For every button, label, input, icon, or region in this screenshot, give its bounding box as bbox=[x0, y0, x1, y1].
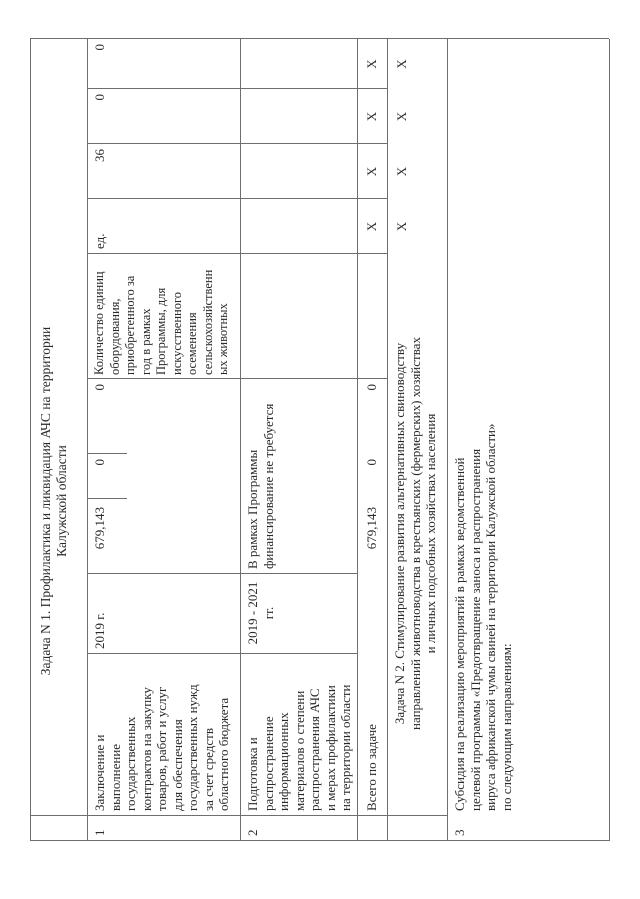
row2-financing-note: В рамках Программы финансирование не требуется bbox=[245, 403, 276, 569]
grid-line bbox=[240, 39, 241, 841]
grid-line bbox=[357, 39, 358, 841]
total-mark: Х bbox=[364, 111, 379, 122]
row1-unit: ед. bbox=[92, 233, 107, 249]
table-border-top bbox=[30, 39, 31, 841]
task2-mark: Х bbox=[394, 166, 409, 177]
grid-line bbox=[87, 143, 387, 144]
grid-line bbox=[87, 88, 387, 89]
grid-line bbox=[87, 39, 88, 841]
row3-text: Субсидия на реализацию мероприятий в рамках ведомственной целевой программы «Предотвращение заноса и распространения вируса африканской чумы свиней на территории Калужской области» по следующим направлениям: bbox=[452, 423, 514, 811]
task1-title: Задача N 1. Профилактика и ликвидация АЧС на территории Калужской области bbox=[38, 326, 69, 676]
table-border-left bbox=[30, 840, 609, 841]
row1-indicator-value-3: 0 bbox=[92, 44, 107, 51]
row1-amount: 679,143 bbox=[92, 507, 107, 550]
row2-period: 2019 - 2021 гг. bbox=[245, 581, 276, 645]
grid-line bbox=[387, 39, 388, 841]
row1-number: 1 bbox=[92, 829, 107, 836]
grid-line bbox=[87, 498, 127, 499]
grid-line bbox=[30, 815, 447, 816]
total-amount: 679,143 bbox=[364, 507, 379, 550]
row1-indicator-value-2: 0 bbox=[92, 94, 107, 101]
grid-line bbox=[447, 39, 448, 841]
row2-number: 2 bbox=[245, 829, 260, 836]
total-mark: Х bbox=[364, 166, 379, 177]
row2-name: Подготовка и распространение информационных материалов о степени распространения АЧС и мерах профилактики на территории области bbox=[245, 684, 353, 811]
grid-line bbox=[87, 378, 387, 379]
grid-line bbox=[87, 198, 387, 199]
row1-period: 2019 г. bbox=[92, 612, 107, 649]
table-border-right bbox=[30, 38, 609, 39]
table-border-bottom bbox=[609, 39, 610, 841]
total-value-2: 0 bbox=[364, 459, 379, 466]
total-value-3: 0 bbox=[364, 384, 379, 391]
task2-mark: Х bbox=[394, 221, 409, 232]
total-label: Всего по задаче bbox=[364, 724, 379, 811]
grid-line bbox=[87, 653, 357, 654]
task2-mark: Х bbox=[394, 59, 409, 69]
row1-indicator: Количество единиц оборудования, приобретенного за год в рамках Программы, для искусственного осеменения сельскохозяйственн ых животных bbox=[92, 269, 230, 375]
row3-number: 3 bbox=[452, 829, 467, 836]
row1-value-2: 0 bbox=[92, 459, 107, 466]
total-mark: Х bbox=[364, 59, 379, 69]
row1-value-3: 0 bbox=[92, 384, 107, 391]
total-mark: Х bbox=[364, 221, 379, 232]
grid-line bbox=[87, 453, 127, 454]
row1-name: Заключение и выполнение государственных контрактов на закупку товаров, работ и услуг для обеспечения государственных нужд за счет средств областного бюджета bbox=[92, 684, 231, 811]
task2-mark: Х bbox=[394, 111, 409, 122]
grid-line bbox=[87, 573, 357, 574]
row1-indicator-value-1: 36 bbox=[92, 149, 107, 162]
task2-title: Задача N 2. Стимулирование развития альтернативных свиноводству направлений животноводства в крестьянских (фермерских) хозяйствах и личных подсобных хозяйствах населения bbox=[392, 337, 438, 730]
